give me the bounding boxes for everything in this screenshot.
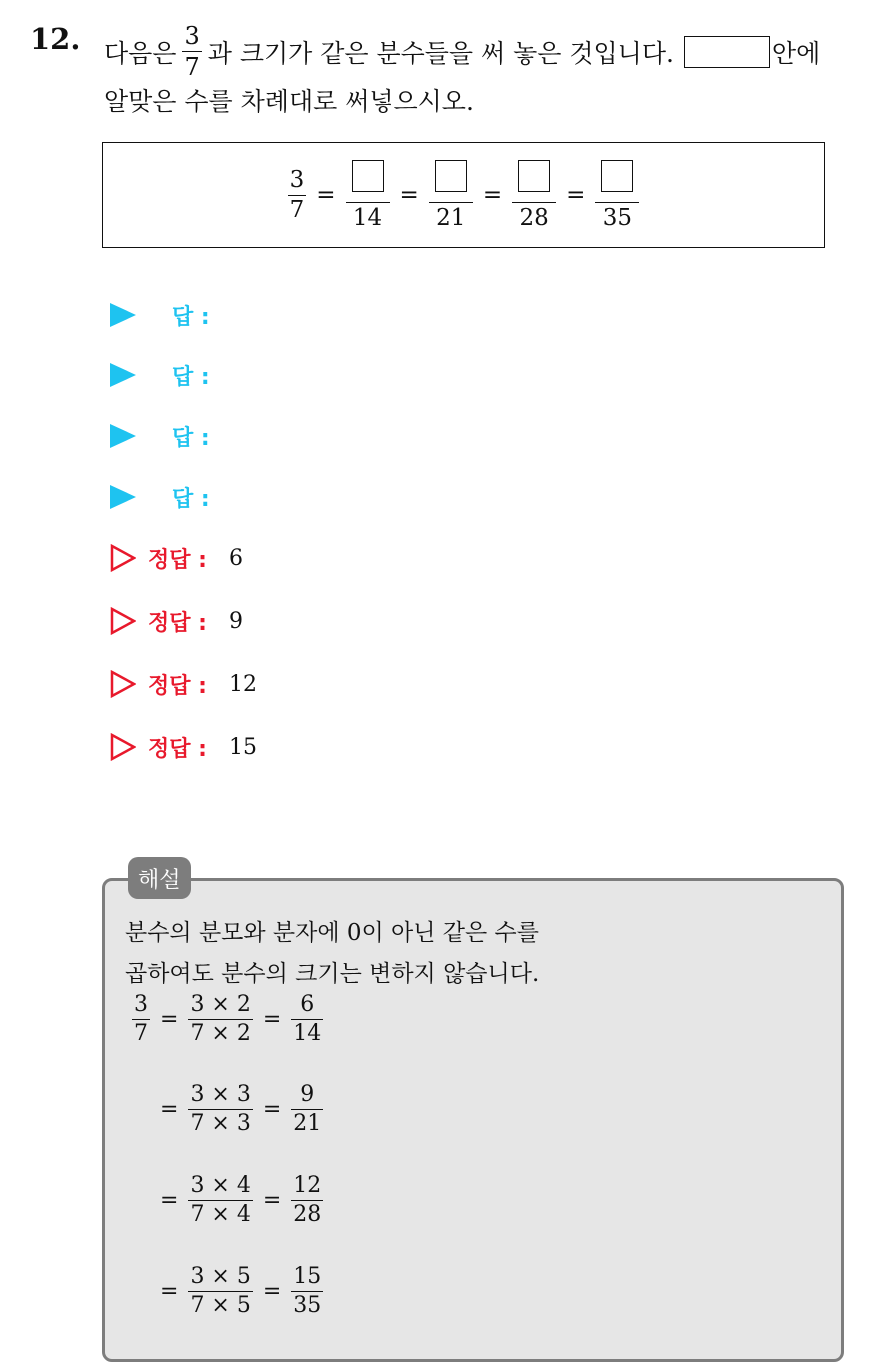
explanation-line-2: 곱하여도 분수의 크기는 변하지 않습니다. xyxy=(125,961,540,987)
product-fraction xyxy=(188,994,252,1045)
denominator: 7 xyxy=(134,1021,148,1046)
correct-label: 정답 : xyxy=(148,736,207,762)
numerator: 6 xyxy=(300,992,315,1017)
equation-fraction-blank xyxy=(595,160,639,230)
outline-triangle-icon xyxy=(110,670,136,698)
denominator: 14 xyxy=(293,1021,322,1046)
denominator: 7 × 5 xyxy=(190,1293,251,1318)
result-fraction xyxy=(291,1175,323,1226)
answer-label: 답 : xyxy=(172,486,210,512)
correct-label: 정답 : xyxy=(148,673,207,699)
question-text-before: 다음은 xyxy=(104,38,177,68)
question-number: 12. xyxy=(30,22,81,56)
answer-row[interactable] xyxy=(110,360,210,390)
answer-row[interactable] xyxy=(110,482,210,512)
denominator: 21 xyxy=(429,202,473,230)
answer-row[interactable] xyxy=(110,421,210,451)
denominator: 28 xyxy=(293,1202,322,1227)
equals-sign: = xyxy=(262,1188,282,1213)
equals-sign: = xyxy=(160,1097,179,1122)
play-triangle-icon xyxy=(110,485,136,509)
answer-row[interactable] xyxy=(110,300,210,330)
equals-sign: = xyxy=(262,1007,282,1032)
outline-triangle-icon xyxy=(110,733,136,761)
equals-sign: = xyxy=(160,1007,179,1032)
play-triangle-icon xyxy=(110,303,136,327)
play-triangle-icon xyxy=(110,363,136,387)
numerator: 3 xyxy=(289,166,305,193)
equals-sign: = xyxy=(566,182,586,208)
answer-blank-box[interactable] xyxy=(352,160,384,192)
numerator: 15 xyxy=(293,1264,322,1289)
explanation-line-1: 분수의 분모와 분자에 0이 아닌 같은 수를 xyxy=(125,920,539,946)
product-fraction xyxy=(188,1266,252,1317)
given-fraction xyxy=(182,24,201,79)
numerator: 12 xyxy=(293,1173,322,1198)
equals-sign: = xyxy=(316,182,336,208)
correct-answer-row xyxy=(110,604,243,638)
denominator: 7 × 3 xyxy=(190,1111,251,1136)
equation-box xyxy=(102,142,825,248)
correct-answer-row xyxy=(110,541,243,575)
equation-fraction-blank xyxy=(346,160,390,230)
correct-value: 9 xyxy=(228,608,243,634)
denominator: 7 × 4 xyxy=(190,1202,251,1227)
math-step-3 xyxy=(154,1175,327,1226)
answer-blank-box[interactable] xyxy=(435,160,467,192)
answer-blank-box[interactable] xyxy=(601,160,633,192)
numerator: 3 × 2 xyxy=(190,992,251,1017)
correct-answer-row xyxy=(110,730,257,764)
correct-answer-row xyxy=(110,667,257,701)
equals-sign: = xyxy=(399,182,419,208)
question-line-1 xyxy=(104,24,820,79)
result-fraction xyxy=(291,1084,323,1135)
denominator: 35 xyxy=(595,202,639,230)
given-fraction-denominator: 7 xyxy=(184,53,200,81)
answer-blank-box[interactable] xyxy=(518,160,550,192)
outline-triangle-icon xyxy=(110,607,136,635)
product-fraction xyxy=(188,1175,252,1226)
correct-value: 15 xyxy=(228,734,257,760)
math-step-1 xyxy=(128,994,327,1045)
question-text-end: 안에 xyxy=(771,38,821,68)
correct-value: 6 xyxy=(228,545,243,571)
equation-fraction-blank xyxy=(512,160,556,230)
denominator: 28 xyxy=(512,202,556,230)
correct-label: 정답 : xyxy=(148,547,207,573)
result-fraction xyxy=(291,1266,323,1317)
result-fraction xyxy=(291,994,323,1045)
equals-sign: = xyxy=(262,1279,282,1304)
denominator: 14 xyxy=(346,202,390,230)
denominator: 7 xyxy=(289,196,305,223)
denominator: 21 xyxy=(293,1111,322,1136)
numerator: 3 × 3 xyxy=(190,1082,251,1107)
numerator: 3 × 5 xyxy=(190,1264,251,1289)
equation-first-fraction xyxy=(288,166,307,223)
denominator: 7 × 2 xyxy=(190,1021,251,1046)
equals-sign: = xyxy=(160,1188,179,1213)
product-fraction xyxy=(188,1084,252,1135)
numerator: 3 × 4 xyxy=(190,1173,251,1198)
correct-value: 12 xyxy=(228,671,257,697)
answer-label: 답 : xyxy=(172,364,210,390)
equals-sign: = xyxy=(262,1097,282,1122)
equals-sign: = xyxy=(482,182,503,208)
answer-label: 답 : xyxy=(172,304,210,330)
base-fraction xyxy=(132,994,150,1045)
correct-label: 정답 : xyxy=(148,610,207,636)
question-text-after: 과 크기가 같은 분수들을 써 놓은 것입니다. xyxy=(207,38,674,68)
blank-box xyxy=(684,36,770,68)
equation-fraction-blank xyxy=(429,160,473,230)
math-step-2 xyxy=(154,1084,327,1135)
outline-triangle-icon xyxy=(110,544,136,572)
given-fraction-numerator: 3 xyxy=(184,22,200,50)
denominator: 35 xyxy=(293,1293,322,1318)
answer-label: 답 : xyxy=(172,425,210,451)
equals-sign: = xyxy=(160,1279,179,1304)
math-step-4 xyxy=(154,1266,327,1317)
explanation-tag: 해설 xyxy=(128,857,191,899)
question-line-2: 알맞은 수를 차례대로 써넣으시오. xyxy=(104,87,474,116)
numerator: 9 xyxy=(300,1082,315,1107)
numerator: 3 xyxy=(134,992,148,1017)
play-triangle-icon xyxy=(110,424,136,448)
